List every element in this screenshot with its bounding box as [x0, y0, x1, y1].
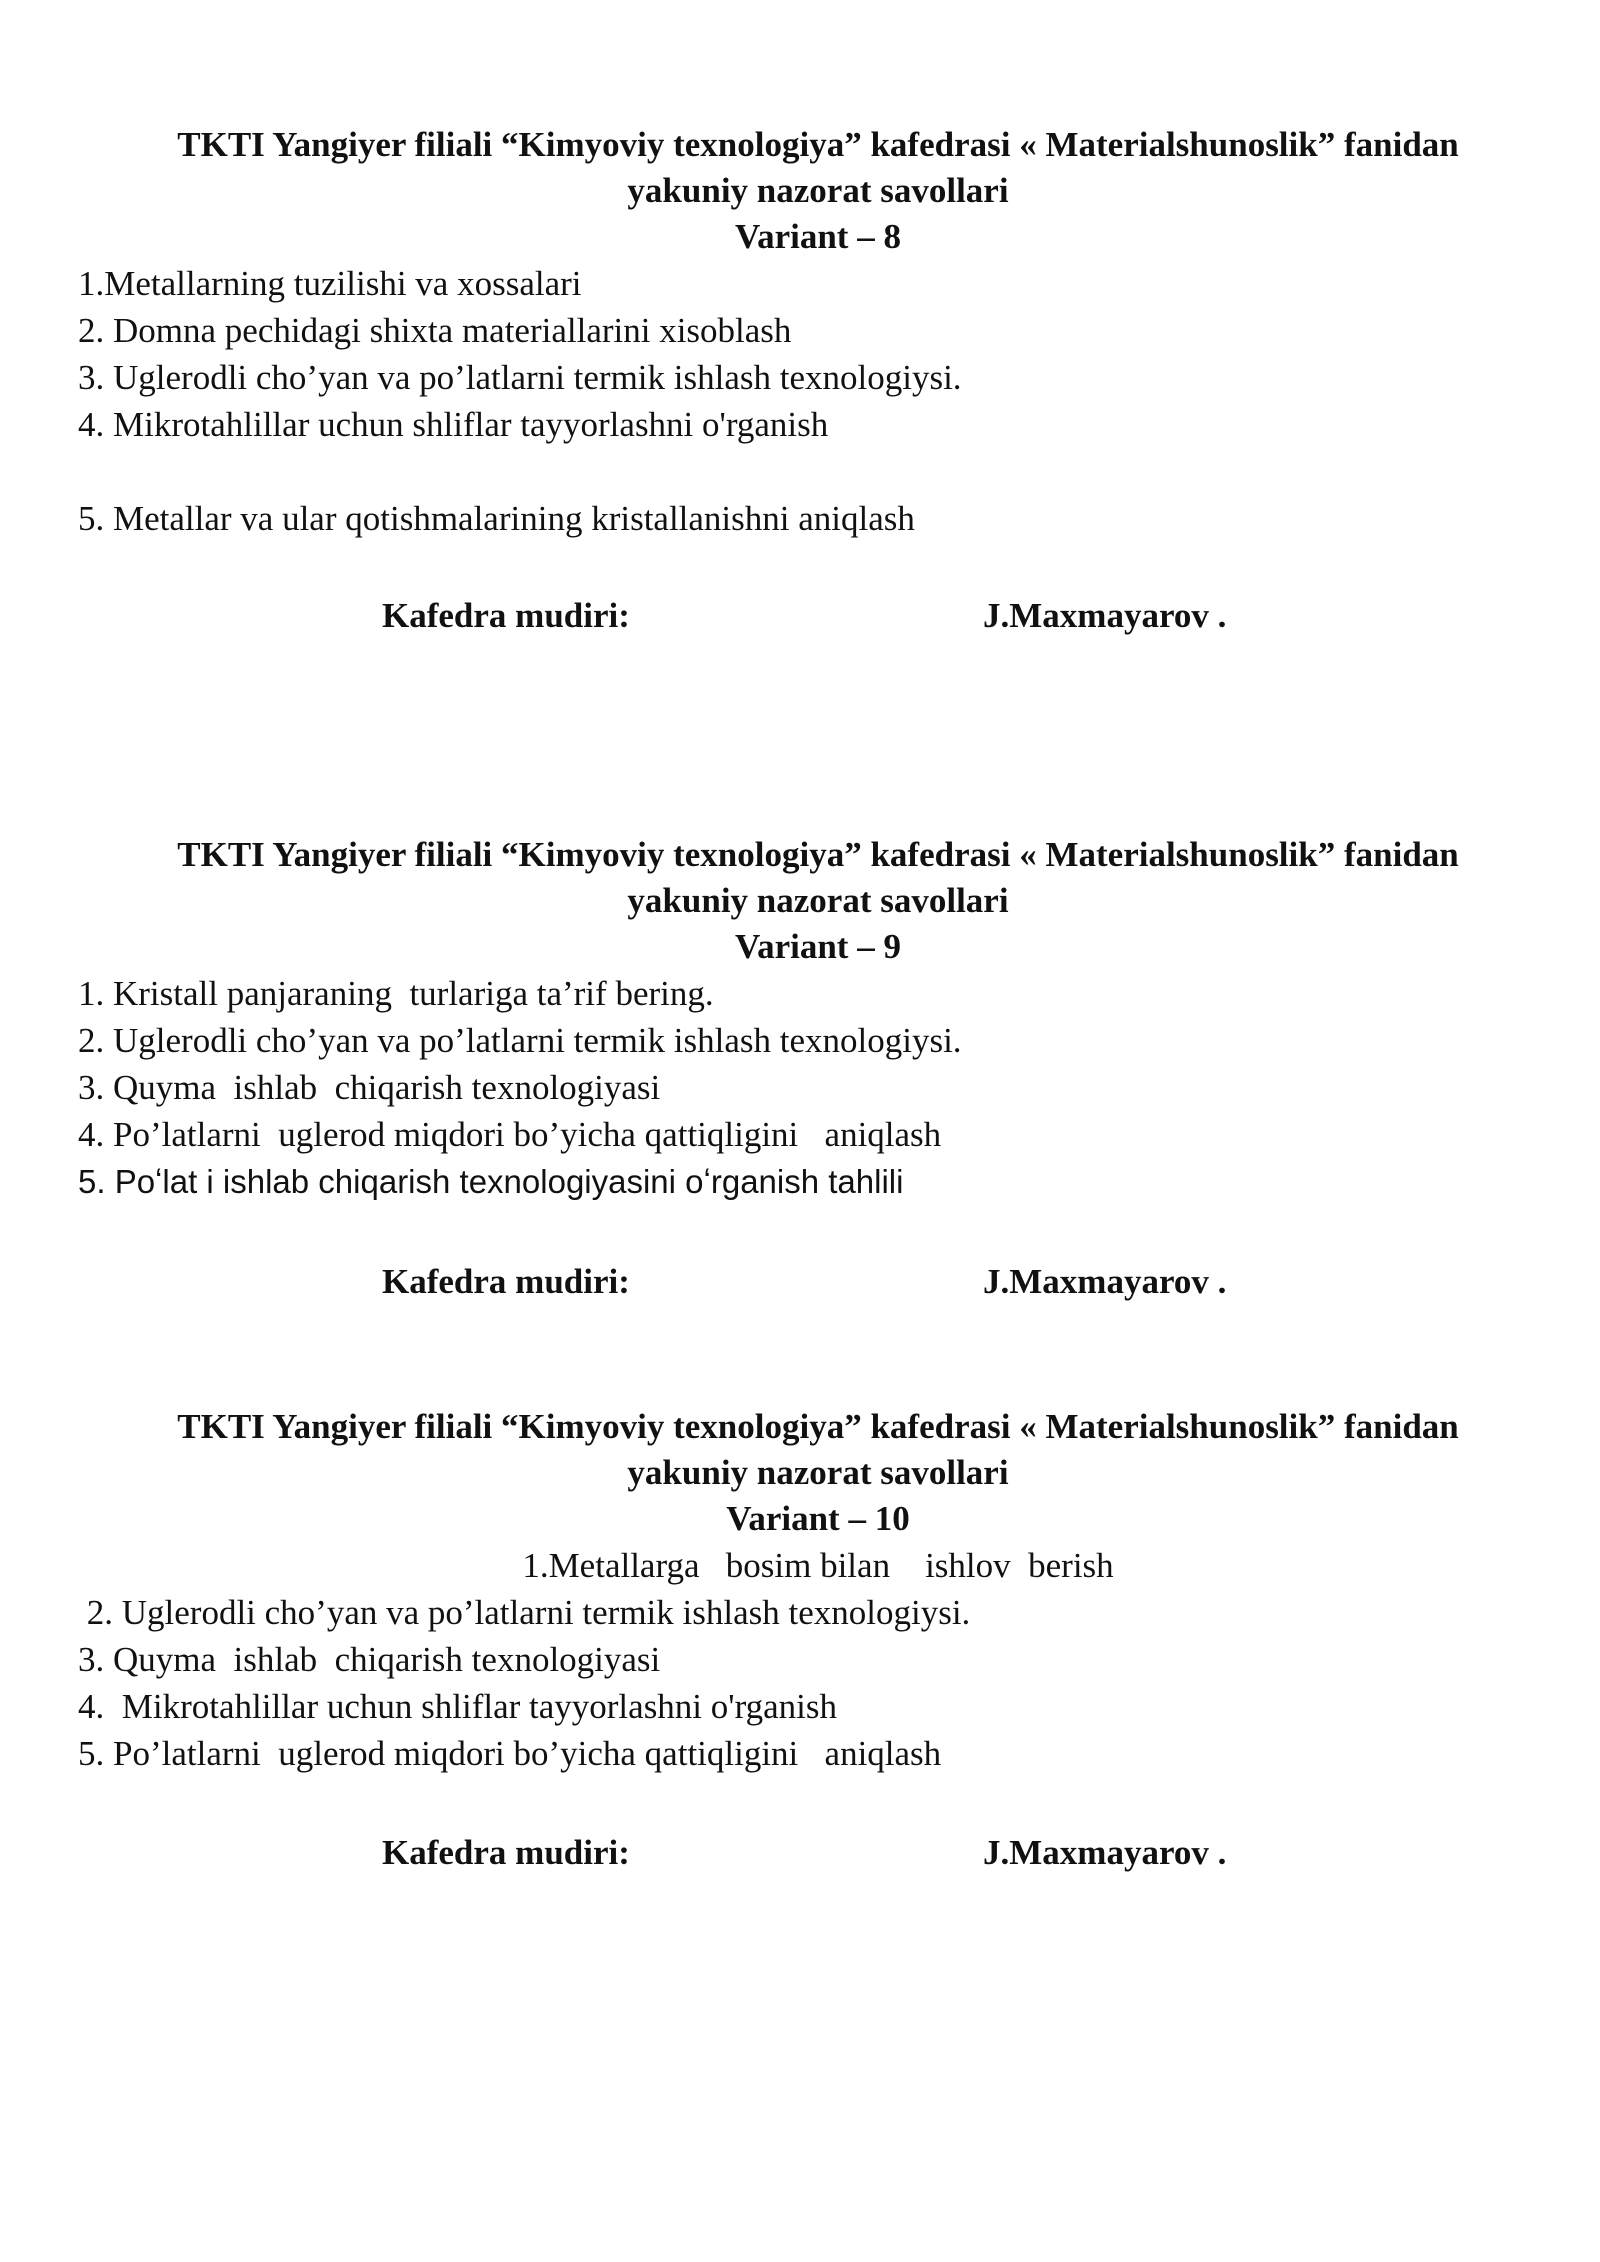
question-item: 1. Kristall panjaraning turlariga ta’rif bering. [78, 974, 714, 1013]
signature-name: J.Maxmayarov . [983, 1262, 1227, 1301]
variant-heading: Variant – 9 [735, 927, 901, 966]
question-item: 2. Uglerodli cho’yan va po’latlarni termik ishlash texnologiysi. [78, 1021, 962, 1060]
question-item: 4. Mikrotahlillar uchun shliflar tayyorlashni o'rganish [78, 405, 829, 444]
question-item: 3. Uglerodli cho’yan va po’latlarni termik ishlash texnologiysi. [78, 358, 962, 397]
variant-heading: Variant – 10 [726, 1499, 910, 1538]
blank-line [78, 448, 1558, 495]
signature-label: Kafedra mudiri: [382, 1833, 630, 1872]
question-item: 5. Poʻlat i ishlab chiqarish texnologiyasini oʻrganish tahlili [78, 1163, 904, 1200]
question-item: 2. Domna pechidagi shixta materiallarini xisoblash [78, 311, 792, 350]
question-item: 4. Mikrotahlillar uchun shliflar tayyorlashni o'rganish [78, 1687, 837, 1726]
signature-label: Kafedra mudiri: [382, 596, 630, 635]
block-title: TKTI Yangiyer filiali “Kimyoviy texnologiya” kafedrasi « Materialshunoslik” fanidan [177, 125, 1459, 164]
question-item: 3. Quyma ishlab chiqarish texnologiyasi [78, 1068, 661, 1107]
question-item: 2. Uglerodli cho’yan va po’latlarni termik ishlash texnologiysi. [78, 1593, 971, 1632]
block-title: TKTI Yangiyer filiali “Kimyoviy texnologiya” kafedrasi « Materialshunoslik” fanidan [177, 1407, 1459, 1446]
signature-name: J.Maxmayarov . [983, 596, 1227, 635]
variant-heading: Variant – 8 [735, 217, 901, 256]
question-item: 4. Po’latlarni uglerod miqdori bo’yicha qattiqligini aniqlash [78, 1115, 942, 1154]
question-item: 5. Po’latlarni uglerod miqdori bo’yicha qattiqligini aniqlash [78, 1734, 942, 1773]
signature-label: Kafedra mudiri: [382, 1262, 630, 1301]
block-subtitle: yakuniy nazorat savollari [627, 1453, 1009, 1492]
signature-name: J.Maxmayarov . [983, 1833, 1227, 1872]
question-list [78, 970, 1558, 1205]
question-item: 3. Quyma ishlab chiqarish texnologiyasi [78, 1640, 661, 1679]
block-subtitle: yakuniy nazorat savollari [627, 171, 1009, 210]
question-list [78, 260, 1558, 542]
question-item: 5. Metallar va ular qotishmalarining kristallanishni aniqlash [78, 499, 915, 538]
question-item: 1.Metallarga bosim bilan ishlov berish [522, 1546, 1114, 1585]
exam-block-variant-10 [78, 1404, 1558, 1777]
block-title: TKTI Yangiyer filiali “Kimyoviy texnologiya” kafedrasi « Materialshunoslik” fanidan [177, 835, 1459, 874]
exam-block-variant-8 [78, 122, 1558, 542]
block-subtitle: yakuniy nazorat savollari [627, 881, 1009, 920]
question-item: 1.Metallarning tuzilishi va xossalari [78, 264, 582, 303]
question-list [78, 1542, 1558, 1777]
exam-block-variant-9 [78, 832, 1558, 1205]
